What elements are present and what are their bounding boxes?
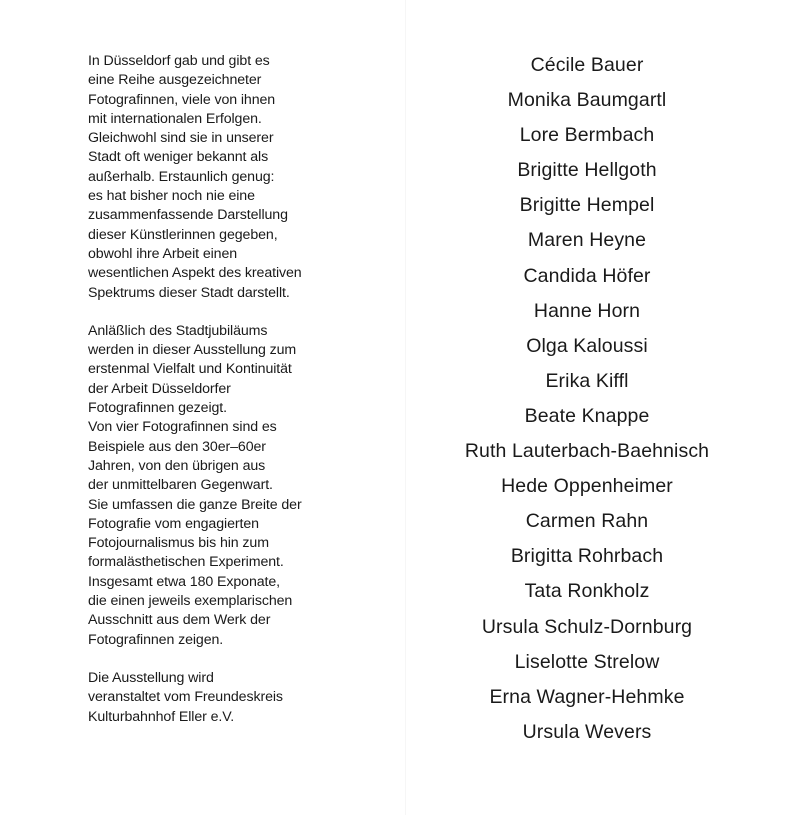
text-line: es hat bisher noch nie eine (88, 188, 255, 205)
photographer-name: Monika Baumgartl (507, 89, 667, 112)
text-line: Fotografinnen zeigen. (88, 631, 224, 648)
text-line: veranstaltet vom Freundeskreis (88, 689, 283, 706)
photographer-name: Cécile Bauer (530, 54, 644, 76)
photographer-name: Olga Kaloussi (526, 334, 648, 357)
text-line: zusammenfassende Darstellung (88, 207, 288, 224)
photographer-name: Maren Heyne (527, 229, 647, 252)
text-line: Die Ausstellung wird (88, 669, 214, 686)
text-line: Beispiele aus den 30er–60er (88, 438, 266, 455)
photographer-name: Ruth Lauterbach-Baehnisch (464, 440, 710, 463)
text-line: formalästhetischen Experiment. (88, 554, 284, 571)
text-line: Fotojournalismus bis hin zum (88, 535, 269, 552)
text-line: Von vier Fotografinnen sind es (88, 419, 277, 436)
text-line: Jahren, von den übrigen aus (88, 457, 266, 474)
intro-paragraph (88, 322, 388, 650)
text-line: der unmittelbaren Gegenwart. (88, 477, 273, 494)
text-line: werden in dieser Ausstellung zum (88, 342, 297, 359)
photographer-name: Tata Ronkholz (524, 580, 650, 603)
photographer-name: Candida Höfer (523, 264, 651, 287)
text-line: außerhalb. Erstaunlich genug: (88, 168, 275, 185)
photographer-name: Erika Kiffl (545, 369, 629, 392)
intro-text (88, 52, 388, 746)
photographer-list (420, 48, 754, 750)
photographer-name: Beate Knappe (524, 404, 650, 427)
text-line: Insgesamt etwa 180 Exponate, (88, 573, 281, 590)
photographer-name: Hanne Horn (533, 299, 641, 322)
text-line: Stadt oft weniger bekannt als (88, 149, 269, 166)
photographer-name: Erna Wagner-Hehmke (489, 685, 685, 708)
text-line: Fotografie vom engagierten (88, 515, 259, 532)
text-line: wesentlichen Aspekt des kreativen (88, 265, 302, 282)
text-line: obwohl ihre Arbeit einen (88, 245, 238, 262)
photographer-name: Liselotte Strelow (514, 650, 660, 673)
photographer-name: Brigitte Hellgoth (517, 159, 657, 182)
text-line: Fotografinnen, viele von ihnen (88, 91, 276, 108)
photographer-name: Brigitta Rohrbach (510, 545, 664, 568)
text-line: dieser Künstlerinnen gegeben, (88, 226, 278, 243)
text-line: die einen jeweils exemplarischen (88, 593, 293, 610)
photographer-name: Carmen Rahn (525, 510, 649, 533)
text-line: Gleichwohl sind sie in unserer (88, 130, 274, 147)
text-line: Kulturbahnhof Eller e.V. (88, 708, 235, 725)
text-line: Spektrums dieser Stadt darstellt. (88, 284, 290, 301)
text-line: mit internationalen Erfolgen. (88, 110, 262, 127)
photographer-name: Brigitte Hempel (519, 194, 655, 217)
intro-paragraph (88, 52, 388, 303)
text-line: der Arbeit Düsseldorfer (88, 380, 231, 397)
text-line: erstenmal Vielfalt und Kontinuität (88, 361, 292, 378)
photographer-name: Ursula Wevers (522, 720, 652, 743)
text-line: In Düsseldorf gab und gibt es (88, 53, 270, 69)
photographer-name: Lore Bermbach (519, 124, 655, 147)
text-line: Sie umfassen die ganze Breite der (88, 496, 302, 513)
photographer-name: Ursula Schulz-Dornburg (481, 615, 693, 638)
text-line: Ausschnitt aus dem Werk der (88, 612, 271, 629)
text-line: Anläßlich des Stadtjubiläums (88, 322, 268, 339)
page-fold (405, 0, 406, 815)
text-line: Fotografinnen gezeigt. (88, 400, 227, 417)
intro-paragraph (88, 669, 388, 727)
text-line: eine Reihe ausgezeichneter (88, 72, 262, 89)
photographer-name: Hede Oppenheimer (501, 475, 673, 498)
